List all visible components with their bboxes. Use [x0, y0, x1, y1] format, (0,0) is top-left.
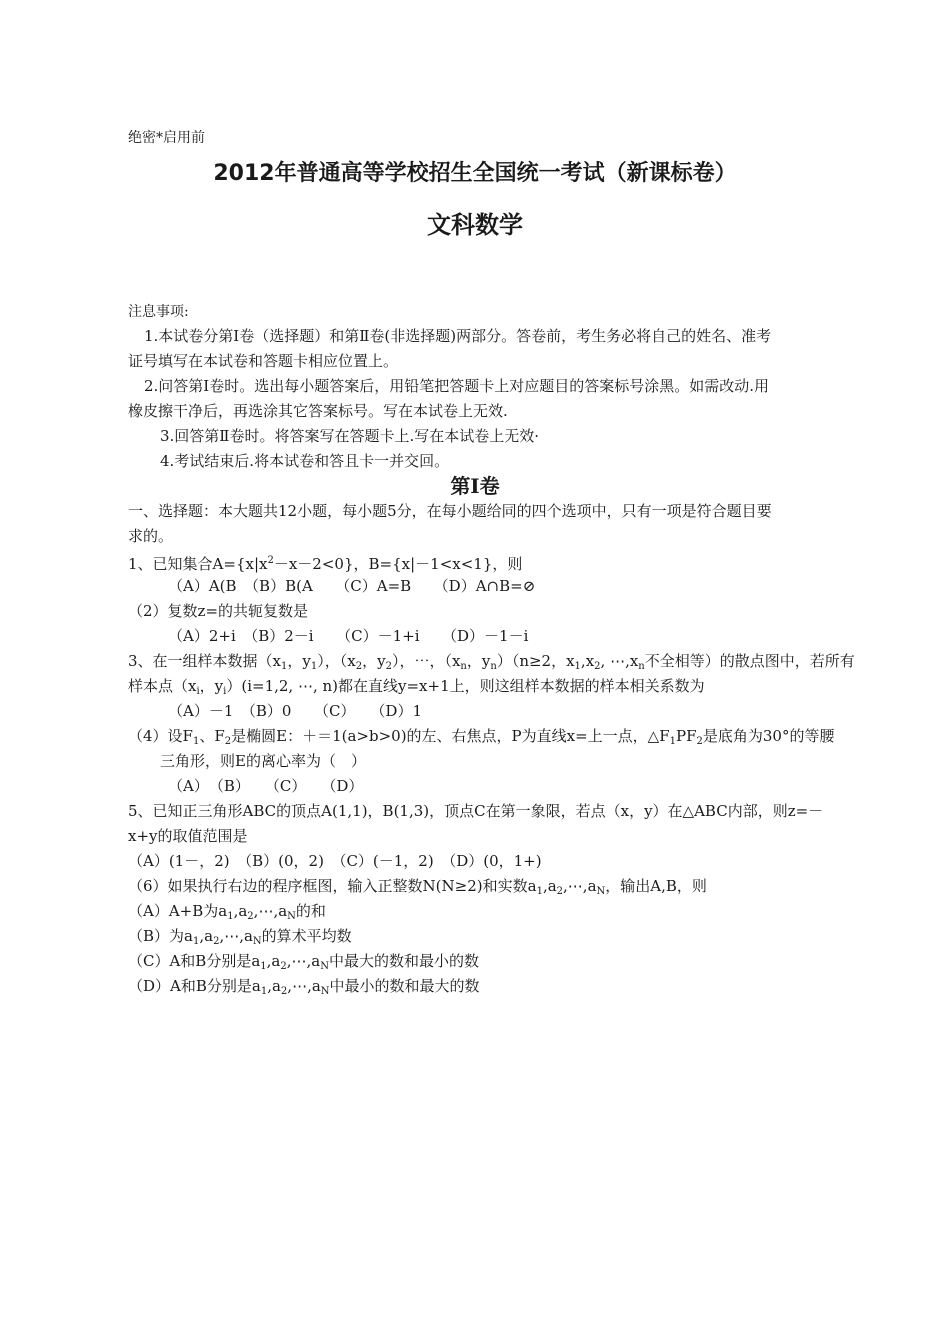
section-intro-cont: 求的。	[128, 527, 174, 545]
notice-item-3: 3.回答第Ⅱ卷时。将答案写在答题卡上.写在本试卷上无效·	[160, 427, 540, 445]
secret-label: 绝密*启用前	[128, 130, 205, 146]
question-6-option-b: （B）为$a_1,a_2,\cdots,a_N$的算术平均数	[128, 927, 352, 947]
question-2-options: （A）2+i （B）2－i （C）－1+i （D）－1－i	[168, 627, 529, 645]
question-6-option-d: （D）A和B分别是$a_1,a_2,\cdots,a_N$中最小的数和最大的数	[128, 977, 480, 997]
notice-item-2: 2.问答第Ⅰ卷时。选出每小题答案后，用铅笔把答题卡上对应题目的答案标号涂黑。如需改动.用	[144, 377, 770, 395]
question-3-cont: 样本点（$x_i$，$y_i)(i=1,2$, ⋯, n)都在直线y=x+1上，则这组样本数据的样本相关系数为	[128, 677, 705, 697]
question-1-options: （A）A(B （B）B(A （C）A=B （D）A∩B=⊘	[168, 577, 536, 595]
question-5-cont: x+y的取值范围是	[128, 827, 248, 845]
question-4-cont: 三角形，则E的离心率为（ ）	[160, 752, 366, 770]
question-3: 3、在一组样本数据（$x_1$，$y_1$），（$x_2$，$y_2$），⋯，（$x_n$，$y_n)(n\ge 2$，$x_1,x_2$, $\cdots,x_n$不全相等）的散点图中，若所有	[128, 652, 855, 672]
question-3-options: （A）－1 （B）0 （C） （D）1	[168, 702, 422, 720]
notice-item-1-cont: 证号填写在本试卷和答题卡相应位置上。	[128, 352, 399, 370]
exam-title: 2012年普通高等学校招生全国统一考试（新课标卷）	[213, 161, 737, 186]
notice-item-1: 1.本试卷分第Ⅰ卷（选择题）和第Ⅱ卷(非选择题)两部分。答卷前，考生务必将自己的姓名、准考	[144, 327, 772, 345]
question-5: 5、已知正三角形ABC的顶点A(1,1)，B(1,3)，顶点C在第一象限，若点（x，y）在△ABC内部，则z=－	[128, 802, 824, 820]
exam-subtitle: 文科数学	[427, 211, 523, 239]
notice-item-4: 4.考试结束后.将本试卷和答且卡一并交回。	[160, 452, 450, 470]
notice-item-2-cont: 橡皮擦干净后，再选涂其它答案标号。写在本试卷上无效.	[128, 402, 508, 420]
question-6-option-c: （C）A和B分别是$a_1,a_2,\cdots,a_N$中最大的数和最小的数	[128, 952, 479, 972]
question-5-options: （A）(1－，2) （B）(0，2) （C）(－1，2) （D）(0，1+)	[128, 852, 542, 870]
section-intro: 一、选择题：本大题共12小题，每小题5分，在每小题给同的四个选项中，只有一项是符合题目要	[128, 502, 772, 520]
notice-heading: 注息事项:	[128, 304, 189, 320]
question-4-options: （A） （B） （C） （D）	[168, 777, 364, 795]
question-1: 1、已知集合$A=\{x|x^2-x-2<0\}$，B={x|－1<x<1}，则	[128, 555, 523, 573]
section-title: 第Ⅰ卷	[450, 474, 500, 498]
question-6-option-a: （A）A+B为$a_1,a_2,\cdots,a_N$的和	[128, 902, 326, 922]
question-4: （4）设$F_1$、$F_2$是椭圆E：＋＝1(a>b>0)的左、右焦点，P为直线x=上一点，$\triangle F_1PF_2$是底角为30°的等腰	[128, 727, 835, 747]
question-2: （2）复数z=的共轭复数是	[128, 602, 309, 620]
question-6: （6）如果执行右边的程序框图，输入正整数N(N≥2)和实数$a_1,a_2,\cdots,a_N$，输出A,B，则	[128, 877, 707, 897]
